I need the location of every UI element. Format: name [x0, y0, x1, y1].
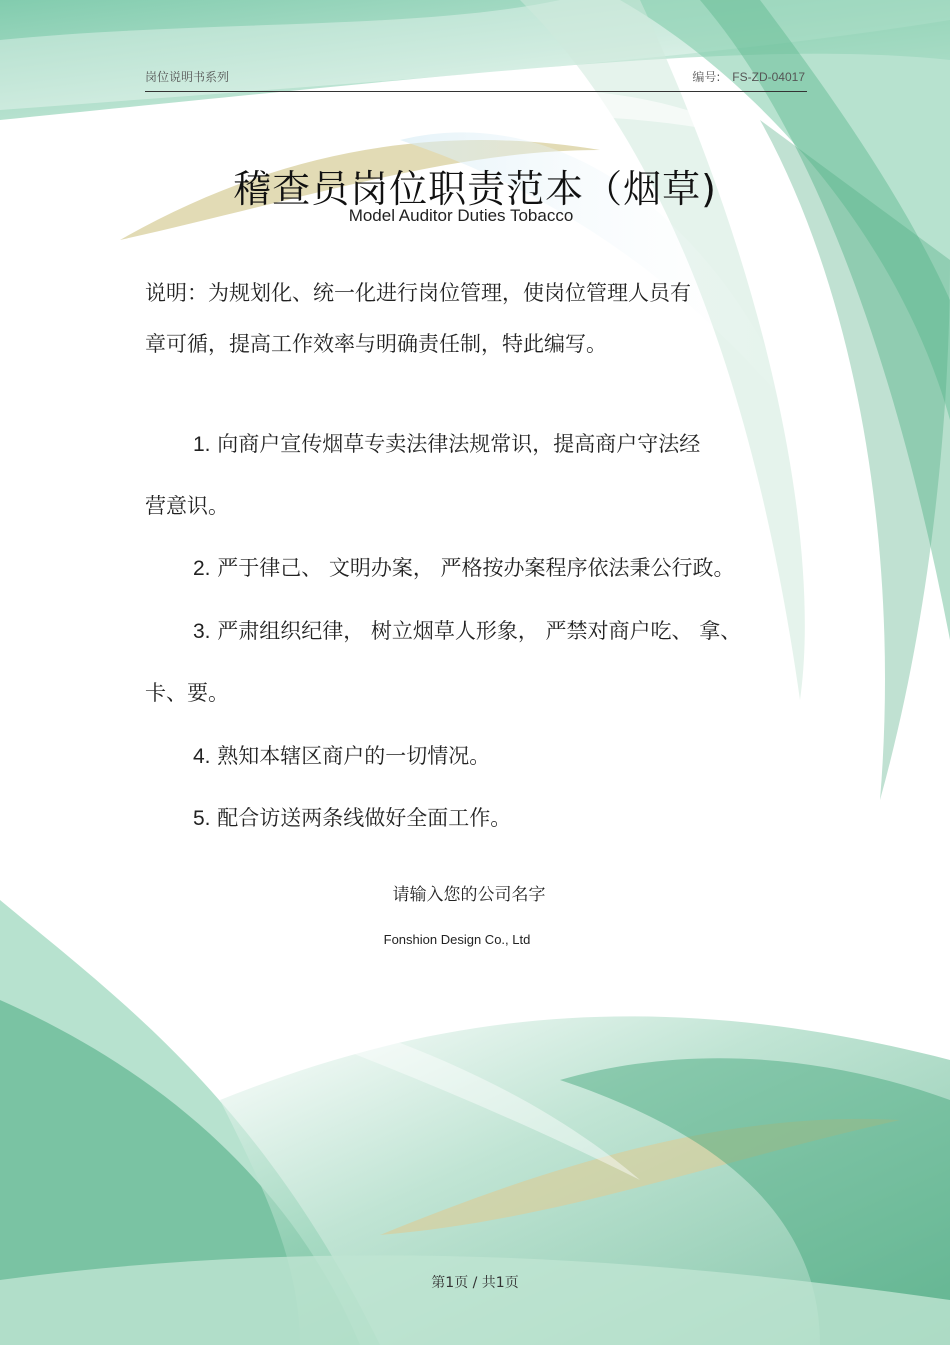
header-series: 岗位说明书系列 — [145, 70, 230, 84]
duty-text: 严于律己、 文明办案， 严格按办案程序依法秉公行政。 — [217, 556, 735, 580]
duty-number: 5. — [193, 807, 211, 830]
duty-item-3 — [193, 615, 741, 645]
duty-number: 2. — [193, 557, 211, 580]
duty-text: 向商户宣传烟草专卖法律法规常识，提高商户守法经 — [217, 432, 701, 456]
intro-line-2: 章可循，提高工作效率与明确责任制，特此编写。 — [145, 332, 607, 356]
duty-item-1 — [193, 428, 700, 458]
duty-number: 4. — [193, 745, 211, 768]
company-name-placeholder: 请输入您的公司名字 — [392, 885, 546, 905]
company-name-english: Fonshion Design Co., Ltd — [383, 932, 531, 947]
duty-number: 1. — [193, 433, 211, 456]
document-title: 稽查员岗位职责范本（烟草) — [233, 167, 717, 212]
duty-text: 熟知本辖区商户的一切情况。 — [217, 744, 491, 768]
intro-line-1: 说明：为规划化、统一化进行岗位管理，使岗位管理人员有 — [145, 281, 691, 305]
duty-item-5 — [193, 802, 511, 832]
duty-item-1-continued: 营意识。 — [145, 494, 229, 518]
header-code-value: FS-ZD-04017 — [732, 70, 805, 84]
duty-number: 3. — [193, 620, 211, 643]
duty-item-4 — [193, 740, 490, 770]
duty-text: 严肃组织纪律， 树立烟草人形象， 严禁对商户吃、 拿、 — [217, 619, 742, 643]
document-subtitle: Model Auditor Duties Tobacco — [348, 206, 574, 225]
header-code — [692, 68, 805, 85]
duty-text: 配合访送两条线做好全面工作。 — [217, 806, 512, 830]
header-code-label: 编号: — [692, 70, 721, 84]
duty-item-2 — [193, 552, 735, 582]
header-divider — [145, 91, 807, 92]
duty-item-3-continued: 卡、要。 — [145, 681, 229, 705]
page-number: 第1页 / 共1页 — [431, 1275, 519, 1291]
